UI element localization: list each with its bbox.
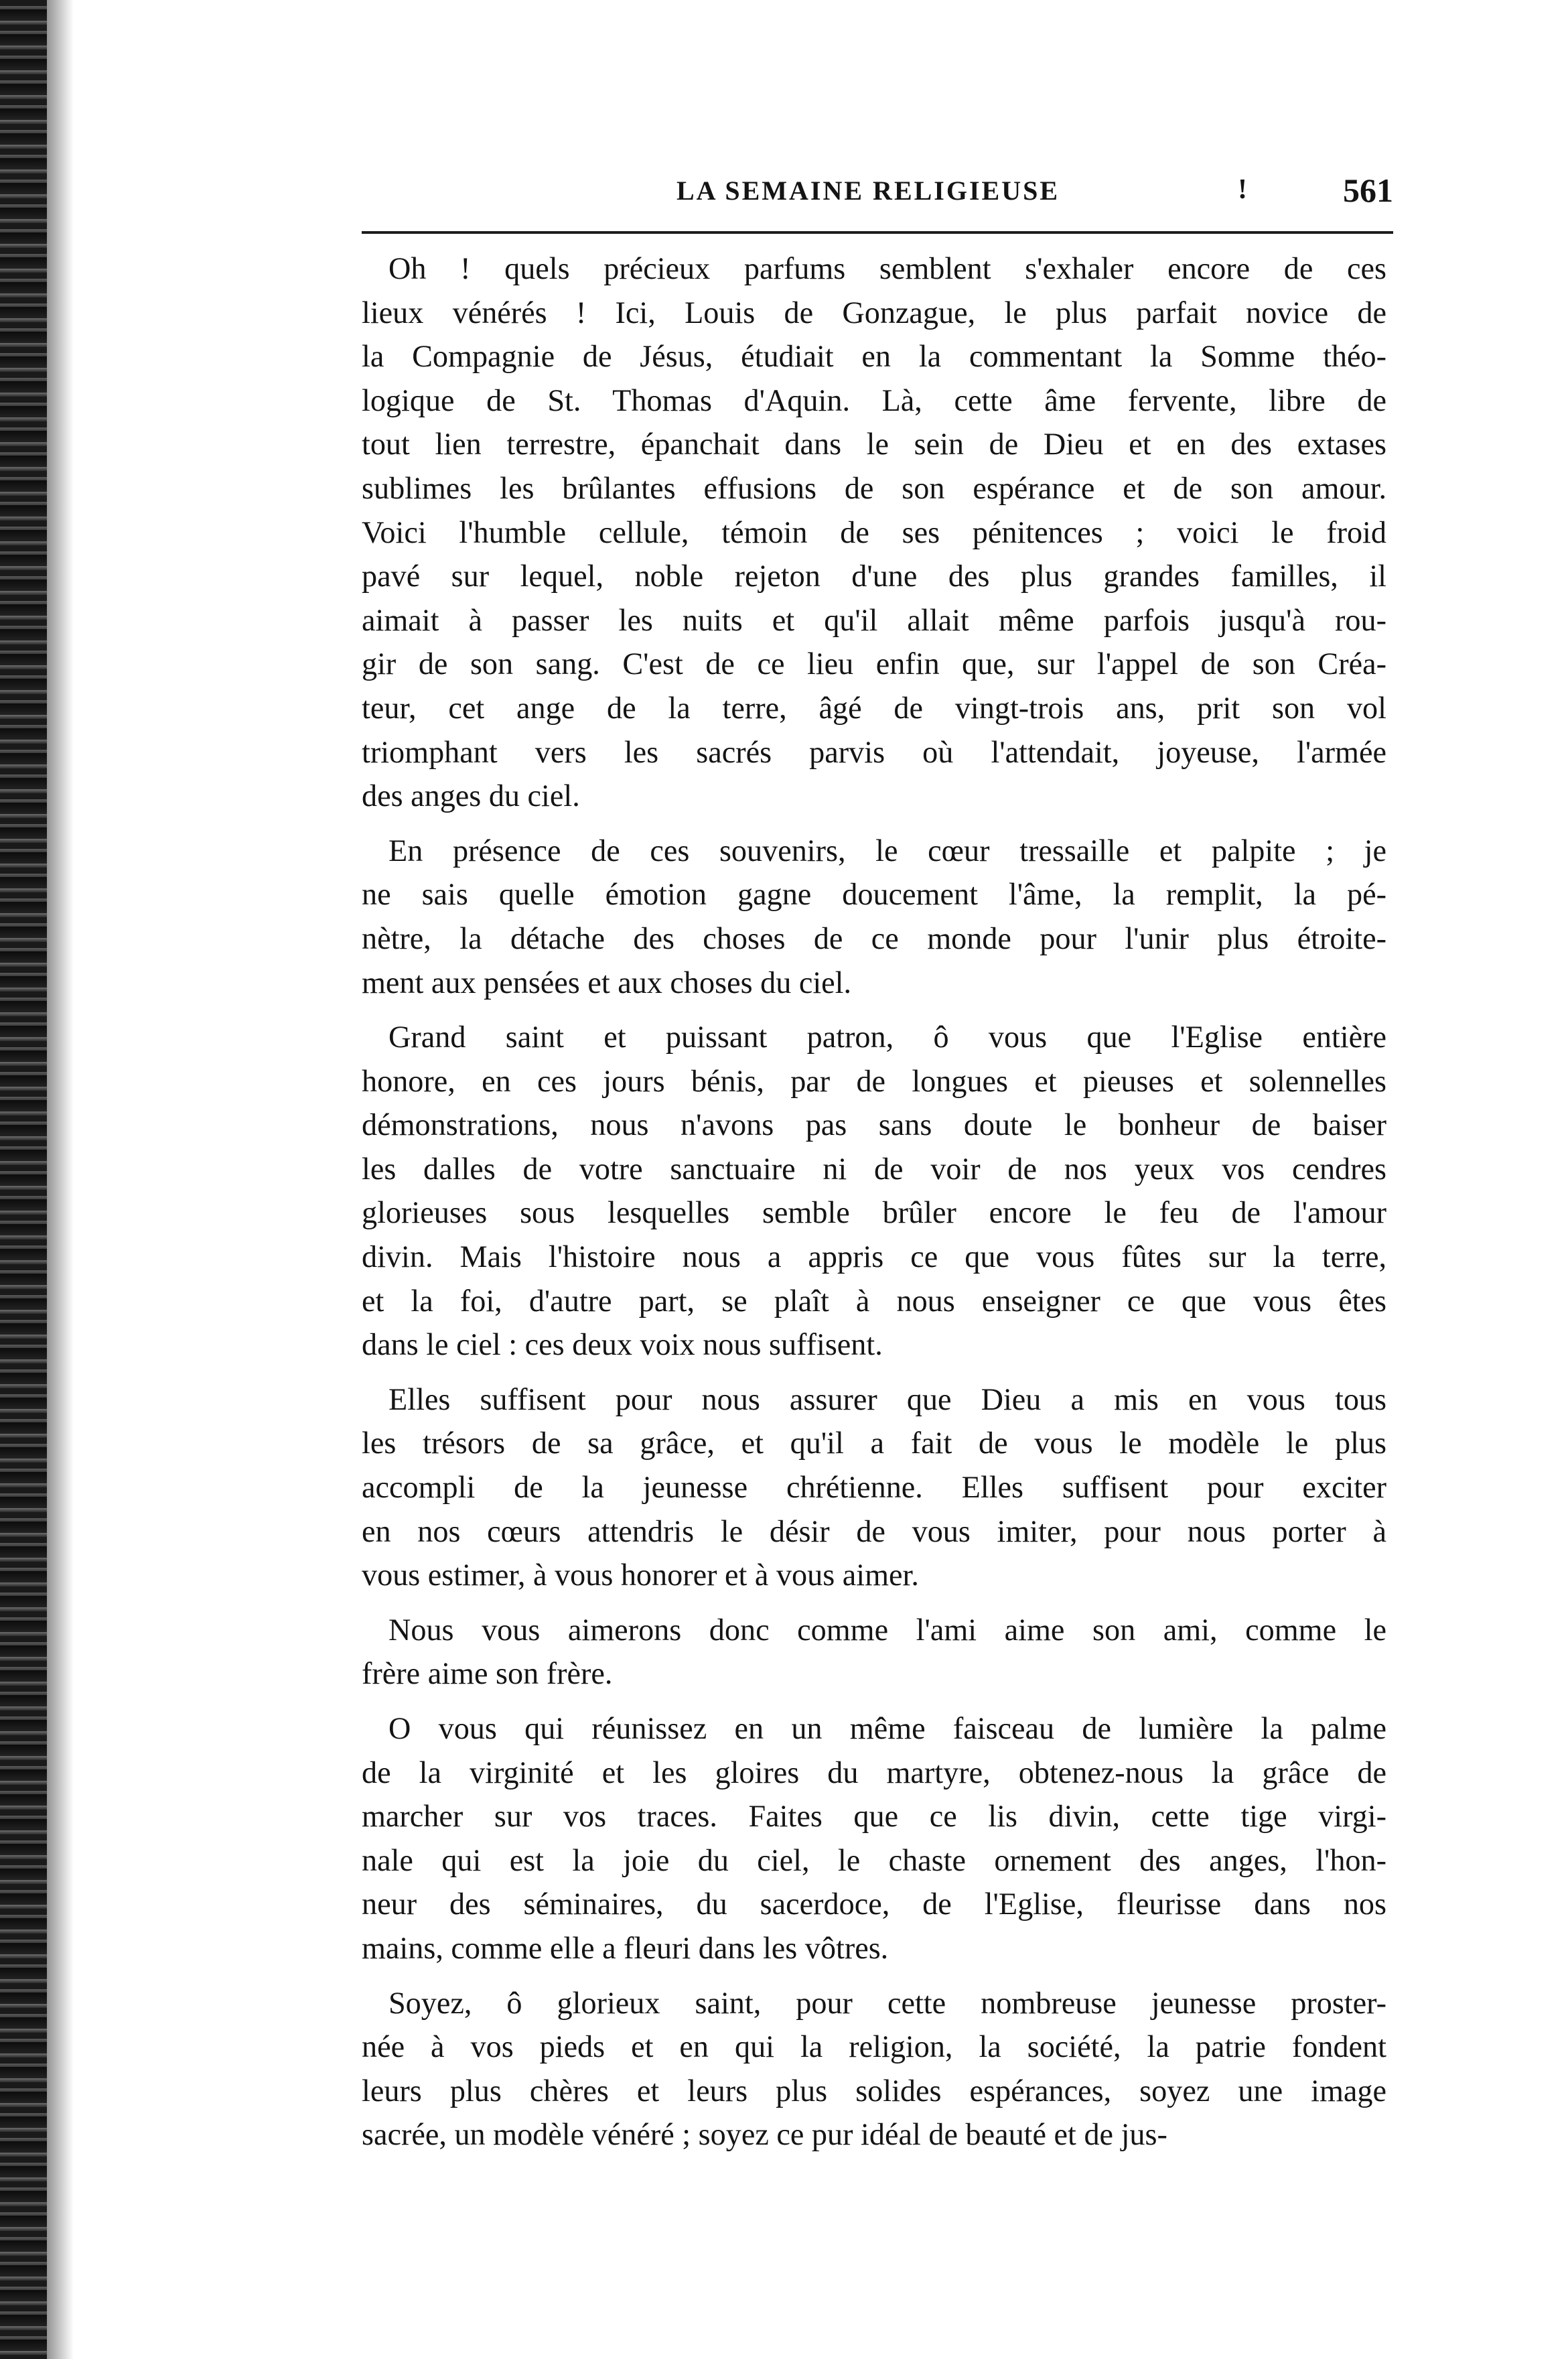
page-header [362, 171, 1393, 218]
text-line: accompli de la jeunesse chrétienne. Elles suffisent pour exciter [362, 1470, 1386, 1505]
text-line: la Compagnie de Jésus, étudiait en la commentant la Somme théo- [362, 339, 1386, 374]
text-line: divin. Mais l'histoire nous a appris ce que vous fûtes sur la terre, [362, 1239, 1386, 1274]
text-line: O vous qui réunissez en un même faisceau de lumière la palme [388, 1711, 1386, 1745]
text-line: vous estimer, à vous honorer et à vous aimer. [362, 1558, 919, 1593]
text-line: les trésors de sa grâce, et qu'il a fait de vous le modèle le plus [362, 1426, 1386, 1461]
text-line: ne sais quelle émotion gagne doucement l'âme, la remplit, la pé- [362, 877, 1386, 912]
running-title: LA SEMAINE RELIGIEUSE [676, 176, 1060, 206]
text-line: Voici l'humble cellule, témoin de ses pénitences ; voici le froid [362, 515, 1386, 549]
text-line: teur, cet ange de la terre, âgé de vingt-trois ans, prit son vol [362, 690, 1386, 725]
text-line: Nous vous aimerons donc comme l'ami aime son ami, comme le [388, 1612, 1386, 1647]
text-line: logique de St. Thomas d'Aquin. Là, cette âme fervente, libre de [362, 383, 1386, 417]
paragraph [362, 247, 1386, 818]
text-line: Oh ! quels précieux parfums semblent s'exhaler encore de ces [388, 251, 1386, 285]
text-line: nètre, la détache des choses de ce monde pour l'unir plus étroite- [362, 921, 1386, 955]
page-number: 561 [1343, 172, 1393, 209]
paragraph [362, 1608, 1386, 1696]
text-line: aimait à passer les nuits et qu'il allait même parfois jusqu'à rou- [362, 602, 1386, 637]
book-binding-edge [0, 0, 47, 2359]
text-line: glorieuses sous lesquelles semble brûler encore le feu de l'amour [362, 1195, 1386, 1230]
text-line: Elles suffisent pour nous assurer que Dieu a mis en vous tous [388, 1381, 1386, 1416]
text-line: dans le ciel : ces deux voix nous suffisent. [362, 1327, 883, 1362]
text-line: frère aime son frère. [362, 1656, 613, 1691]
text-line: honore, en ces jours bénis, par de longues et pieuses et solennelles [362, 1063, 1386, 1098]
text-line: nale qui est la joie du ciel, le chaste ornement des anges, l'hon- [362, 1842, 1386, 1877]
text-line: neur des séminaires, du sacerdoce, de l'Eglise, fleurisse dans nos [362, 1887, 1386, 1922]
text-line: sublimes les brûlantes effusions de son espérance et de son amour. [362, 470, 1386, 505]
text-line: gir de son sang. C'est de ce lieu enfin que, sur l'appel de son Créa- [362, 647, 1386, 681]
paragraph [362, 829, 1386, 1004]
text-line: triomphant vers les sacrés parvis où l'attendait, joyeuse, l'armée [362, 734, 1386, 769]
paragraph [362, 1377, 1386, 1597]
paragraph [362, 1981, 1386, 2157]
text-line: marcher sur vos traces. Faites que ce lis divin, cette tige virgi- [362, 1799, 1386, 1834]
text-line: En présence de ces souvenirs, le cœur tressaille et palpite ; je [388, 833, 1386, 868]
text-line: de la virginité et les gloires du martyre, obtenez-nous la grâce de [362, 1755, 1386, 1790]
text-line: démonstrations, nous n'avons pas sans doute le bonheur de baiser [362, 1107, 1386, 1142]
text-line: née à vos pieds et en qui la religion, la société, la patrie fondent [362, 2029, 1386, 2064]
text-line: leurs plus chères et leurs plus solides espérances, soyez une image [362, 2073, 1386, 2108]
text-line: les dalles de votre sanctuaire ni de voir de nos yeux vos cendres [362, 1151, 1386, 1186]
text-line: sacrée, un modèle vénéré ; soyez ce pur idéal de beauté et de jus- [362, 2117, 1167, 2152]
text-line: Soyez, ô glorieux saint, pour cette nombreuse jeunesse proster- [388, 1985, 1386, 2020]
text-line: pavé sur lequel, noble rejeton d'une des plus grandes familles, il [362, 559, 1386, 594]
text-line: en nos cœurs attendris le désir de vous imiter, pour nous porter à [362, 1513, 1386, 1548]
text-line: et la foi, d'autre part, se plaît à nous enseigner ce que vous êtes [362, 1283, 1386, 1318]
paragraph [362, 1706, 1386, 1970]
text-line: ment aux pensées et aux choses du ciel. [362, 965, 852, 1000]
header-mark: ! [1238, 174, 1247, 205]
body-text [362, 247, 1386, 2157]
text-line: lieux vénérés ! Ici, Louis de Gonzague, le plus parfait novice de [362, 295, 1386, 330]
text-line: Grand saint et puissant patron, ô vous que l'Eglise entière [388, 1020, 1386, 1055]
text-line: des anges du ciel. [362, 779, 580, 813]
text-line: mains, comme elle a fleuri dans les vôtres. [362, 1930, 889, 1965]
header-rule [362, 231, 1393, 234]
paragraph [362, 1015, 1386, 1367]
binding-shadow [47, 0, 74, 2359]
text-line: tout lien terrestre, épanchait dans le sein de Dieu et en des extases [362, 427, 1386, 462]
